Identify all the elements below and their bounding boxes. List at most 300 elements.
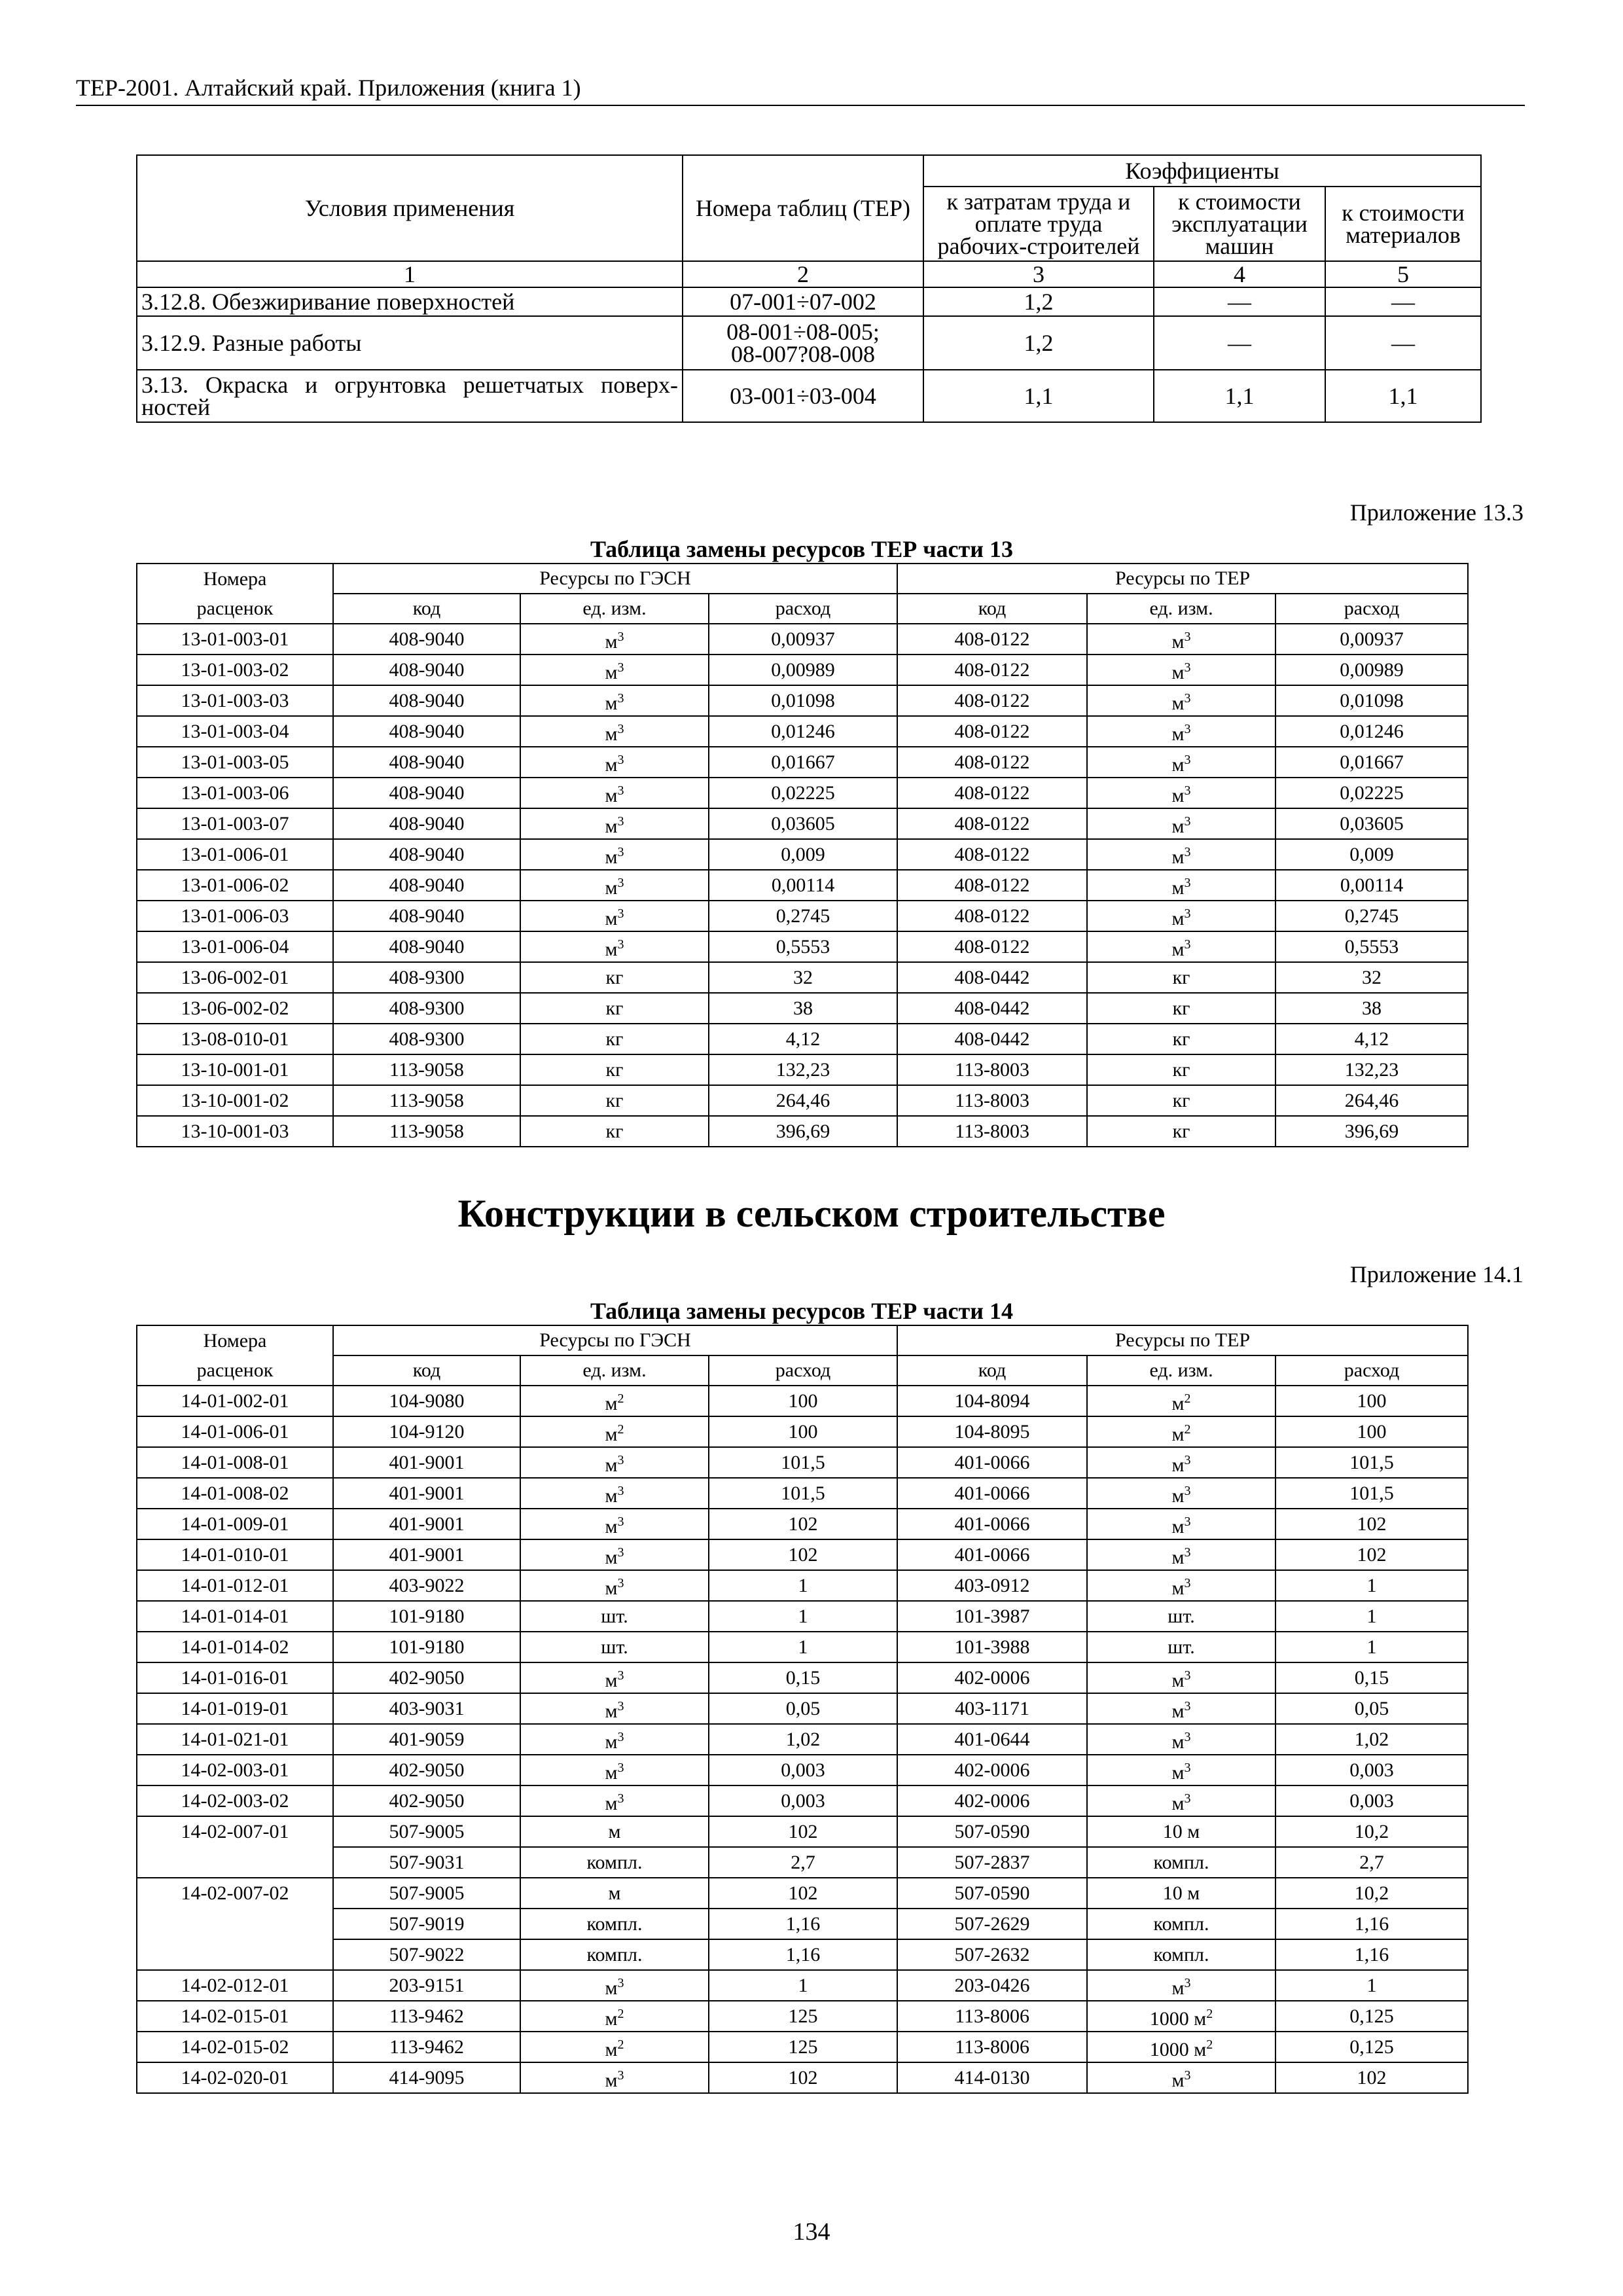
rate-number-cell: 14-02-015-02 (137, 2032, 333, 2062)
unit-text: шт. (601, 1636, 628, 1658)
table-row (137, 655, 1468, 685)
ter-consumption-cell: 0,5553 (1275, 931, 1468, 962)
table-row (137, 1816, 1468, 1847)
gesn-unit-cell (520, 1085, 709, 1116)
unit-text: компл. (1153, 1943, 1209, 1965)
gesn-consumption-cell: 102 (709, 1816, 897, 1847)
unit-text: м (1171, 1700, 1185, 1722)
ter-consumption-cell: 32 (1275, 962, 1468, 993)
gesn-consumption-cell: 0,003 (709, 1785, 897, 1816)
ter-unit-cell (1087, 1939, 1275, 1970)
gesn-unit-cell (520, 839, 709, 870)
rate-number-cell: 14-01-006-01 (137, 1416, 333, 1447)
unit-text: кг (605, 966, 624, 988)
unit-exponent: 3 (617, 721, 624, 736)
table-row (137, 808, 1468, 839)
table-row (137, 1970, 1468, 2001)
unit-text: м (1171, 1515, 1185, 1537)
rate-number-cell: 13-01-003-02 (137, 655, 333, 685)
gesn-consumption-cell: 0,00937 (709, 624, 897, 655)
unit-text: компл. (586, 1851, 643, 1873)
table-row (137, 1024, 1468, 1054)
unit-text: м (608, 1820, 621, 1842)
rate-number-cell: 14-01-012-01 (137, 1570, 333, 1601)
unit-exponent: 3 (1184, 752, 1191, 767)
gesn-consumption-cell: 132,23 (709, 1054, 897, 1085)
unit-text: м (605, 1515, 618, 1537)
unit-exponent: 2 (617, 1422, 624, 1437)
table-row (137, 839, 1468, 870)
unit-text: кг (605, 1058, 624, 1081)
unit-text: кг (605, 1089, 624, 1111)
ter-code-cell: 104-8094 (897, 1386, 1087, 1416)
table-row (137, 747, 1468, 778)
ter-consumption-cell: 264,46 (1275, 1085, 1468, 1116)
gesn-code-cell: 408-9040 (333, 808, 520, 839)
gesn-unit-cell (520, 2062, 709, 2093)
gesn-consumption-cell: 264,46 (709, 1085, 897, 1116)
gesn-unit-cell (520, 1693, 709, 1724)
ter-unit-cell (1087, 870, 1275, 901)
unit-exponent: 3 (1184, 1483, 1191, 1498)
ter-consumption-cell: 1 (1275, 1570, 1468, 1601)
gesn-code-cell: 401-9001 (333, 1447, 520, 1478)
table-row (137, 1416, 1468, 1447)
gesn-consumption-cell: 100 (709, 1416, 897, 1447)
ter-code-cell: 401-0066 (897, 1478, 1087, 1509)
ter-unit-cell (1087, 1116, 1275, 1147)
table-row (137, 901, 1468, 931)
unit-text: кг (1172, 1058, 1190, 1081)
gesn-code-cell: 408-9040 (333, 624, 520, 655)
gesn-consumption-cell: 32 (709, 962, 897, 993)
header-table-numbers: Номера таблиц (ТЕР) (683, 155, 923, 261)
unit-text: 1000 м (1149, 2007, 1207, 2030)
unit-exponent: 3 (1184, 937, 1191, 952)
ter-consumption-cell: 0,00989 (1275, 655, 1468, 685)
gesn-unit-cell (520, 1478, 709, 1509)
gesn-consumption-cell: 102 (709, 1539, 897, 1570)
gesn-unit-cell (520, 716, 709, 747)
gesn-unit-cell (520, 685, 709, 716)
gesn-code-cell: 408-9300 (333, 993, 520, 1024)
table-row (137, 1724, 1468, 1755)
ter-consumption-cell: 1,16 (1275, 1909, 1468, 1939)
ter-unit-cell (1087, 2032, 1275, 2062)
gesn-consumption-cell: 100 (709, 1386, 897, 1416)
ter-unit-cell (1087, 747, 1275, 778)
unit-exponent: 2 (1184, 1391, 1191, 1406)
table-row (137, 1755, 1468, 1785)
ter-unit-cell (1087, 931, 1275, 962)
gesn-unit-cell (520, 1447, 709, 1478)
table-row (137, 316, 1481, 370)
header-coefficients: Коэффициенты (923, 155, 1481, 187)
gesn-unit-cell (520, 1755, 709, 1785)
ter-code-cell: 507-2629 (897, 1909, 1087, 1939)
ter-code-cell: 408-0122 (897, 747, 1087, 778)
table-row (137, 287, 1481, 316)
gesn-consumption-cell: 1,16 (709, 1939, 897, 1970)
ter-consumption-cell: 10,2 (1275, 1878, 1468, 1909)
unit-exponent: 3 (617, 1514, 624, 1529)
rate-number-cell: 13-10-001-02 (137, 1085, 333, 1116)
unit-exponent: 3 (1184, 1668, 1191, 1683)
unit-text: м (605, 784, 618, 806)
unit-text: м (1171, 815, 1185, 837)
gesn-consumption-cell: 101,5 (709, 1478, 897, 1509)
unit-text: м (1171, 1977, 1185, 1999)
header-machine-coef: к стоимости эксплуатации машин (1154, 187, 1325, 261)
ter-consumption-cell: 0,009 (1275, 839, 1468, 870)
header-rate-number: Номера (137, 1325, 333, 1355)
ter-consumption-cell: 0,2745 (1275, 901, 1468, 931)
unit-text: кг (1172, 966, 1190, 988)
ter-unit-cell (1087, 808, 1275, 839)
unit-exponent: 3 (1184, 1791, 1191, 1806)
unit-text: м (1171, 1792, 1185, 1814)
rate-number-cell: 13-08-010-01 (137, 1024, 333, 1054)
gesn-consumption-cell: 0,2745 (709, 901, 897, 931)
ter-consumption-cell: 100 (1275, 1416, 1468, 1447)
gesn-unit-cell (520, 1970, 709, 2001)
table-row (137, 1054, 1468, 1085)
unit-exponent: 3 (1184, 906, 1191, 921)
ter-code-cell: 401-0644 (897, 1724, 1087, 1755)
ter-code-cell: 414-0130 (897, 2062, 1087, 2093)
gesn-consumption-cell: 0,15 (709, 1662, 897, 1693)
gesn-unit-cell (520, 1386, 709, 1416)
header-labor-coef: к затратам труда и оплате труда рабочих-строителей (923, 187, 1154, 261)
rate-number-cell: 14-02-015-01 (137, 2001, 333, 2032)
unit-exponent: 3 (617, 1668, 624, 1683)
unit-exponent: 2 (617, 1391, 624, 1406)
table-row (137, 1085, 1468, 1116)
table-row (137, 1785, 1468, 1816)
table-row (137, 1570, 1468, 1601)
unit-exponent: 3 (1184, 814, 1191, 829)
gesn-code-cell: 408-9040 (333, 716, 520, 747)
rate-number-cell: 13-01-006-04 (137, 931, 333, 962)
header-unit: ед. изм. (1087, 594, 1275, 624)
ter-code-cell: 408-0442 (897, 1024, 1087, 1054)
ter-code-cell: 408-0122 (897, 901, 1087, 931)
gesn-code-cell: 507-9031 (333, 1847, 520, 1878)
labor-coef-cell: 1,2 (923, 316, 1154, 370)
gesn-consumption-cell: 0,01098 (709, 685, 897, 716)
unit-text: м (605, 1977, 618, 1999)
ter-code-cell: 408-0122 (897, 870, 1087, 901)
gesn-code-cell: 401-9001 (333, 1478, 520, 1509)
gesn-consumption-cell: 101,5 (709, 1447, 897, 1478)
gesn-unit-cell (520, 2001, 709, 2032)
unit-exponent: 3 (1184, 844, 1191, 859)
unit-text: м (1171, 1731, 1185, 1753)
unit-exponent: 3 (617, 629, 624, 644)
ter-consumption-cell: 0,02225 (1275, 778, 1468, 808)
table-row (137, 1601, 1468, 1632)
ter-consumption-cell: 0,01098 (1275, 685, 1468, 716)
ter-unit-cell (1087, 2062, 1275, 2093)
table-row (137, 2001, 1468, 2032)
ter-consumption-cell: 102 (1275, 1509, 1468, 1539)
unit-text: шт. (1168, 1605, 1195, 1627)
unit-text: м (1171, 1577, 1185, 1599)
ter-code-cell: 402-0006 (897, 1755, 1087, 1785)
unit-text: кг (605, 997, 624, 1019)
ter-unit-cell (1087, 624, 1275, 655)
ter-code-cell: 401-0066 (897, 1539, 1087, 1570)
table-row (137, 1878, 1468, 1909)
unit-exponent: 2 (617, 2006, 624, 2021)
ter-consumption-cell: 396,69 (1275, 1116, 1468, 1147)
ter-code-cell: 101-3987 (897, 1601, 1087, 1632)
gesn-code-cell: 408-9040 (333, 778, 520, 808)
unit-exponent: 3 (617, 691, 624, 706)
ter-code-cell: 507-2837 (897, 1847, 1087, 1878)
ter-consumption-cell: 0,15 (1275, 1662, 1468, 1693)
gesn-unit-cell (520, 655, 709, 685)
ter-code-cell: 507-0590 (897, 1878, 1087, 1909)
ter-consumption-cell: 101,5 (1275, 1447, 1468, 1478)
gesn-code-cell: 408-9040 (333, 931, 520, 962)
unit-text: м (605, 661, 618, 683)
unit-exponent: 3 (617, 1698, 624, 1713)
header-rate-number-2: расценок (137, 594, 333, 624)
unit-text: м (605, 692, 618, 714)
gesn-unit-cell (520, 1847, 709, 1878)
gesn-unit-cell (520, 870, 709, 901)
table-row (137, 1693, 1468, 1724)
gesn-unit-cell (520, 808, 709, 839)
ter-code-cell: 401-0066 (897, 1447, 1087, 1478)
ter-consumption-cell: 10,2 (1275, 1816, 1468, 1847)
ter-code-cell: 408-0122 (897, 778, 1087, 808)
gesn-code-cell: 414-9095 (333, 2062, 520, 2093)
unit-text: м (1171, 2069, 1185, 2091)
unit-text: кг (1172, 997, 1190, 1019)
machine-coef-cell: 1,1 (1154, 370, 1325, 422)
gesn-consumption-cell: 0,01246 (709, 716, 897, 747)
unit-text: м (605, 876, 618, 899)
rate-number-cell: 14-02-003-02 (137, 1785, 333, 1816)
unit-text: компл. (586, 1912, 643, 1935)
ter-consumption-cell: 1,02 (1275, 1724, 1468, 1755)
gesn-unit-cell (520, 1785, 709, 1816)
unit-text: м (605, 1546, 618, 1568)
gesn-consumption-cell: 0,00114 (709, 870, 897, 901)
unit-exponent: 3 (1184, 721, 1191, 736)
gesn-consumption-cell: 102 (709, 2062, 897, 2093)
unit-exponent: 3 (617, 814, 624, 829)
gesn-consumption-cell: 1 (709, 1570, 897, 1601)
rate-number-cell: 14-01-009-01 (137, 1509, 333, 1539)
ter-consumption-cell: 0,01246 (1275, 716, 1468, 747)
unit-exponent: 2 (1184, 1422, 1191, 1437)
unit-exponent: 3 (1184, 1452, 1191, 1467)
rate-number-cell: 13-01-006-03 (137, 901, 333, 931)
unit-text: м (1171, 846, 1185, 868)
gesn-consumption-cell: 2,7 (709, 1847, 897, 1878)
unit-text: м (605, 846, 618, 868)
header-unit: ед. изм. (520, 594, 709, 624)
unit-text: кг (1172, 1089, 1190, 1111)
ter-unit-cell (1087, 2001, 1275, 2032)
ter-consumption-cell: 1 (1275, 1970, 1468, 2001)
ter-unit-cell (1087, 1570, 1275, 1601)
rate-number-cell: 13-01-003-06 (137, 778, 333, 808)
header-unit: ед. изм. (520, 1355, 709, 1386)
resource-table-13-body (137, 624, 1468, 1147)
ter-unit-cell (1087, 1416, 1275, 1447)
ter-unit-cell (1087, 1601, 1275, 1632)
rate-number-cell: 14-01-016-01 (137, 1662, 333, 1693)
rate-number-cell: 14-01-010-01 (137, 1539, 333, 1570)
ter-unit-cell (1087, 993, 1275, 1024)
gesn-unit-cell (520, 1416, 709, 1447)
unit-text: м (1171, 1484, 1185, 1507)
header-code: код (333, 594, 520, 624)
ter-code-cell: 402-0006 (897, 1785, 1087, 1816)
gesn-code-cell: 113-9058 (333, 1054, 520, 1085)
ter-consumption-cell: 101,5 (1275, 1478, 1468, 1509)
unit-text: м (605, 938, 618, 960)
gesn-consumption-cell: 1,16 (709, 1909, 897, 1939)
unit-text: м (1171, 630, 1185, 653)
header-unit: ед. изм. (1087, 1355, 1275, 1386)
unit-text: м (605, 723, 618, 745)
machine-coef-cell: — (1154, 316, 1325, 370)
table-row (137, 1632, 1468, 1662)
unit-exponent: 2 (1206, 2006, 1213, 2021)
unit-exponent: 3 (1184, 629, 1191, 644)
unit-text: м (1171, 876, 1185, 899)
gesn-consumption-cell: 1 (709, 1970, 897, 2001)
ter-unit-cell (1087, 655, 1275, 685)
gesn-code-cell: 203-9151 (333, 1970, 520, 2001)
unit-text: м (605, 1577, 618, 1599)
unit-text: м (1171, 938, 1185, 960)
rate-number-cell: 14-02-020-01 (137, 2062, 333, 2093)
gesn-consumption-cell: 4,12 (709, 1024, 897, 1054)
header-consumption: расход (1275, 1355, 1468, 1386)
ter-consumption-cell: 102 (1275, 2062, 1468, 2093)
unit-text: компл. (586, 1943, 643, 1965)
gesn-unit-cell (520, 1662, 709, 1693)
rate-number-cell: 14-01-019-01 (137, 1693, 333, 1724)
unit-exponent: 3 (1184, 1545, 1191, 1560)
gesn-consumption-cell: 102 (709, 1878, 897, 1909)
table-row (137, 1939, 1468, 1970)
unit-text: кг (1172, 1028, 1190, 1050)
gesn-code-cell: 408-9040 (333, 655, 520, 685)
labor-coef-cell: 1,1 (923, 370, 1154, 422)
ter-unit-cell (1087, 1509, 1275, 1539)
ter-unit-cell (1087, 1662, 1275, 1693)
gesn-unit-cell (520, 747, 709, 778)
table-row (137, 1478, 1468, 1509)
unit-exponent: 3 (617, 1545, 624, 1560)
material-coef-cell: 1,1 (1325, 370, 1481, 422)
gesn-code-cell: 408-9040 (333, 685, 520, 716)
gesn-unit-cell (520, 1570, 709, 1601)
rate-number-cell: 13-01-006-02 (137, 870, 333, 901)
header-conditions: Условия применения (137, 155, 683, 261)
table-row (137, 2032, 1468, 2062)
ter-code-cell: 408-0122 (897, 655, 1087, 685)
unit-text: м (1171, 661, 1185, 683)
ter-unit-cell (1087, 901, 1275, 931)
ter-unit-cell (1087, 1054, 1275, 1085)
unit-text: шт. (1168, 1636, 1195, 1658)
rate-number-cell (137, 1909, 333, 1939)
gesn-unit-cell (520, 1632, 709, 1662)
ter-unit-cell (1087, 1909, 1275, 1939)
unit-text: м (1171, 1392, 1185, 1414)
unit-text: м (1171, 1546, 1185, 1568)
gesn-consumption-cell: 1 (709, 1601, 897, 1632)
gesn-unit-cell (520, 901, 709, 931)
unit-text: м (605, 1792, 618, 1814)
ter-code-cell: 401-0066 (897, 1509, 1087, 1539)
gesn-code-cell: 104-9080 (333, 1386, 520, 1416)
unit-text: компл. (1153, 1851, 1209, 1873)
rate-number-cell: 14-01-002-01 (137, 1386, 333, 1416)
unit-text: м (608, 1882, 621, 1904)
condition-cell: 3.12.8. Обезжиривание поверхностей (137, 287, 683, 316)
column-number: 1 (137, 261, 683, 287)
gesn-consumption-cell: 0,03605 (709, 808, 897, 839)
header-rate-number: Номера (137, 564, 333, 594)
header-ter-resources: Ресурсы по ТЕР (897, 1325, 1468, 1355)
unit-exponent: 3 (617, 752, 624, 767)
table-row (137, 962, 1468, 993)
unit-text: м (605, 1669, 618, 1691)
gesn-code-cell: 408-9300 (333, 1024, 520, 1054)
ter-code-cell: 408-0122 (897, 839, 1087, 870)
ter-code-cell: 408-0122 (897, 624, 1087, 655)
unit-text: м (605, 1423, 618, 1445)
column-number: 2 (683, 261, 923, 287)
unit-exponent: 3 (1184, 660, 1191, 675)
gesn-consumption-cell: 0,01667 (709, 747, 897, 778)
table-row (137, 931, 1468, 962)
unit-exponent: 3 (617, 1791, 624, 1806)
rate-number-cell: 14-02-012-01 (137, 1970, 333, 2001)
unit-exponent: 3 (617, 906, 624, 921)
unit-exponent: 2 (1206, 2037, 1213, 2052)
rate-number-cell: 14-01-014-01 (137, 1601, 333, 1632)
gesn-code-cell: 408-9040 (333, 870, 520, 901)
unit-text: м (605, 1392, 618, 1414)
rate-number-cell: 13-01-003-01 (137, 624, 333, 655)
table-row (137, 2062, 1468, 2093)
gesn-code-cell: 507-9019 (333, 1909, 520, 1939)
ter-consumption-cell: 0,00114 (1275, 870, 1468, 901)
unit-text: м (1171, 692, 1185, 714)
gesn-consumption-cell: 0,05 (709, 1693, 897, 1724)
rate-number-cell: 13-01-003-07 (137, 808, 333, 839)
rate-number-cell: 13-10-001-01 (137, 1054, 333, 1085)
gesn-consumption-cell: 125 (709, 2032, 897, 2062)
column-number: 5 (1325, 261, 1481, 287)
unit-exponent: 3 (1184, 1575, 1191, 1590)
gesn-code-cell: 402-9050 (333, 1662, 520, 1693)
unit-exponent: 3 (1184, 1698, 1191, 1713)
gesn-code-cell: 408-9300 (333, 962, 520, 993)
gesn-code-cell: 401-9001 (333, 1509, 520, 1539)
ter-code-cell: 507-0590 (897, 1816, 1087, 1847)
